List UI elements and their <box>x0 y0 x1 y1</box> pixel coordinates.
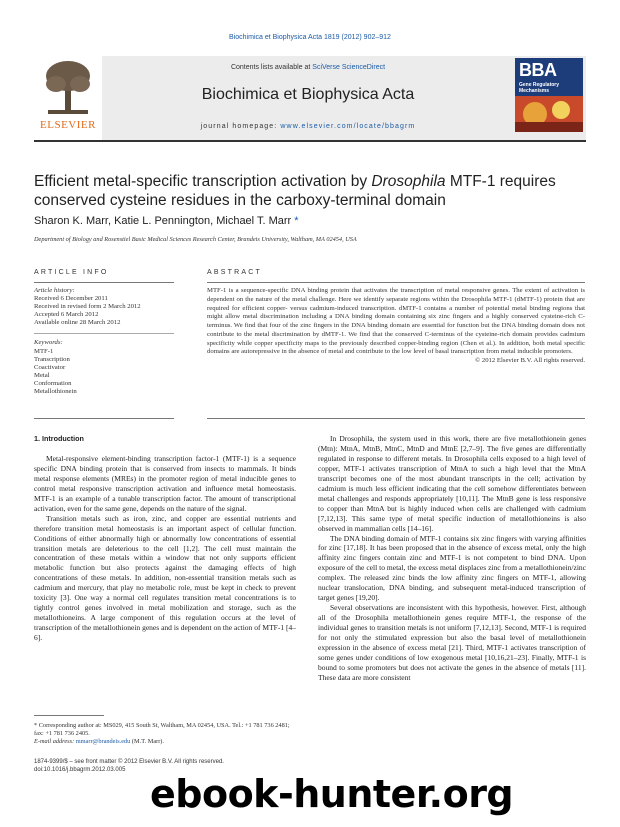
title-italic: Drosophila <box>371 173 446 190</box>
paragraph: Metal-responsive element-binding transcription factor-1 (MTF-1) is a sequence specific DNA binding protein that is conserved from insects to mammals. It binds metal response elements (MREs) in the promoter region of metal inducible genes to control metal responsive transcription activation and influence metal homeostasis. MTF-1 is an example of a tunable transcription factor. The amount of transcriptional activation, even for the same gene, depends on the nature of the signal. <box>34 453 296 513</box>
history-item: Received in revised form 2 March 2012 <box>34 303 141 311</box>
journal-cover <box>515 58 583 132</box>
body-left-column <box>34 434 296 643</box>
corresponding-author-mark[interactable]: * <box>294 215 299 227</box>
divider <box>207 418 585 419</box>
keyword: Transcription <box>34 355 70 363</box>
publisher-name: ELSEVIER <box>40 119 96 131</box>
cover-subtitle: Gene Regulatory Mechanisms <box>519 82 560 94</box>
keyword: Metal <box>34 371 50 379</box>
history-item: Accepted 6 March 2012 <box>34 311 99 319</box>
elsevier-tree-icon <box>44 60 92 116</box>
keywords-heading: Keywords: <box>34 339 63 347</box>
keyword: Metallothionein <box>34 388 77 396</box>
contents-line <box>110 64 506 71</box>
email-link[interactable]: mmarr@brandeis.edu <box>75 738 131 745</box>
body-right-column <box>318 434 586 683</box>
article-title <box>34 172 594 210</box>
title-part1: Efficient metal-specific transcription activation by <box>34 173 372 190</box>
cover-art-icon <box>515 96 583 132</box>
homepage-link[interactable]: www.elsevier.com/locate/bbagrm <box>280 123 416 130</box>
front-matter-line: 1874-9399/$ – see front matter © 2012 Elsevier B.V. All rights reserved. <box>34 759 224 765</box>
abstract-heading: ABSTRACT <box>207 269 262 276</box>
divider <box>34 333 174 335</box>
email-line <box>34 738 296 746</box>
section-heading: 1. Introduction <box>34 434 84 443</box>
cover-title: BBA <box>519 60 557 80</box>
watermark: ebook-hunter.org <box>150 772 514 816</box>
email-suffix: (M.T. Marr). <box>130 738 164 745</box>
keyword: Conformation <box>34 379 72 387</box>
contents-prefix: Contents lists available at <box>230 64 313 71</box>
homepage-prefix: journal homepage: <box>200 123 281 130</box>
doi[interactable]: doi:10.1016/j.bbagrm.2012.03.005 <box>34 767 126 773</box>
abstract-text: MTF-1 is a sequence-specific DNA binding protein that activates the transcription of metal responsive genes. The extent of activation is dependent on the nature of the metal challenge. Here we identify separate regions within the Drosophila MTF-1 (dMTF-1) protein that are required for efficient copper- versus cadmium-induced transcription. dMTF-1 contains a number of potential metal binding regions that might allow metal discrimination including a DNA binding domain containing six zinc fingers and a highly conserved cysteine-rich C-terminus. We find that four of the zinc fingers in the DNA binding domain are essential for function but the DNA binding domain does not contribute to the metal discrimination by dMTF-1. We find that the conserved C-terminus of the cysteine-rich domain provides cadmium specificity while copper specificity maps to the previously described copper-binding region (Chen et al.). In addition, both metal specific domains are autorepressive in the absence of metal and contribute to the low level of basal transcription from metal inducible promoters. <box>207 287 585 356</box>
paragraph: Several observations are inconsistent with this hypothesis, however. First, although all of the Drosophila metallothionein genes require MTF-1, the response of the individual genes to transition metals is not uniform [7,12,13]. Second, MTF-1 is required for not only the stimulated expression but also the basal level of metallothionein expression in the absence of excess metal [21]. Third, MTF-1 activates transcription of some genes under conditions of low exogenous metal [10,16,21–23]. Finally, MTF-1 is bound to some promoters but does not activate the genes in the absence of metals [11]. These data are more consistent <box>318 603 586 682</box>
divider <box>34 282 174 283</box>
abstract <box>207 287 585 366</box>
title-part2: MTF-1 requires conserved cysteine residues in the carboxy-terminal domain <box>34 173 556 209</box>
footnote <box>34 722 296 746</box>
corresponding-author-note: * Corresponding author at: MS029, 415 South St, Waltham, MA 02454, USA. Tel.: +1 781 736 2481; fax: +1 781 736 2405. <box>34 722 290 737</box>
paragraph: The DNA binding domain of MTF-1 contains six zinc fingers with varying affinities for zinc [17,18]. It has been proposed that in the absence of excess metal, only the high affinity zinc fingers contain zinc and MTF-1 is not competent to bind DNA. Upon exposure of the cell to metal, the excess metal displaces zinc from a metallothionein/zinc complex. The released zinc binds the low affinity zinc fingers on MTF-1, allowing nuclear translocation, DNA binding, and subsequent metal-induced transcription of target genes [19,20]. <box>318 533 586 603</box>
affiliation: Department of Biology and Rosenstiel Basic Medical Sciences Research Center, Brandeis University, Waltham, MA 02454, USA <box>34 236 357 243</box>
sciencedirect-link[interactable]: SciVerse ScienceDirect <box>312 64 386 71</box>
journal-homepage <box>110 123 506 130</box>
footnote-divider <box>34 715 104 716</box>
divider <box>34 418 174 419</box>
keyword: Coactivator <box>34 363 66 371</box>
history-item: Available online 28 March 2012 <box>34 319 121 327</box>
article-info <box>34 287 174 396</box>
divider <box>207 282 585 283</box>
authors <box>34 215 594 227</box>
journal-title: Biochimica et Biophysica Acta <box>201 86 415 103</box>
article-info-heading: ARTICLE INFO <box>34 269 109 276</box>
email-label: E-mail address: <box>34 738 76 745</box>
copyright: © 2012 Elsevier B.V. All rights reserved. <box>475 357 585 364</box>
history-heading: Article history: <box>34 287 75 294</box>
journal-reference[interactable]: Biochimica et Biophysica Acta 1819 (2012) 902–912 <box>229 34 391 41</box>
paragraph: In Drosophila, the system used in this work, there are five metallothionein genes (Mtn): MtnA, MtnB, MtnC, MtnD and MtnE [2,7–9]. The five genes are differentially regulated in response to different metals. In Drosophila cells exposed to a high level of copper, MTF-1 activates transcription of MtnA to such a high level that the MtnA transcript becomes one of the most abundant transcripts in the cell; activation by cadmium is much less efficient indicating that the cell somehow differentiates between metal challenges and responds appropriately [10,11]. The MtnB gene is less responsive to copper than MtnA but is highly induced when cells are challenged with cadmium [7,12,13]. This same type of metal specific induction of metallothioneins is also observed in mammalian cells [14–16]. <box>318 434 586 533</box>
author-names: Sharon K. Marr, Katie L. Pennington, Michael T. Marr <box>34 215 292 227</box>
keyword: MTF-1 <box>34 347 54 355</box>
history-item: Received 6 December 2011 <box>34 295 108 303</box>
paragraph: Transition metals such as iron, zinc, and copper are essential nutrients and therefore transition metal homeostasis is an important aspect of cellular function. Conditions of either abnormally high or abnormally low concentrations of essential transition metals are deleterious to the cell [1,2]. The cell must maintain the concentration of these metals within a window that not only supports efficient metabolic function but also protects against the damaging effects of high concentrations of these metals. In addition, non-essential transition metals such as cadmium and mercury, that play no metabolic role, must be kept in check to prevent toxicity [3]. One way a normal cell regulates transition metal concentrations is to tightly control genes involved in metal mobilization and storage, such as the metallothioneins. A large component of this regulation occurs at the level of transcription of the metallothionein genes and is dependent on the action of MTF-1 [4–6]. <box>34 513 296 643</box>
